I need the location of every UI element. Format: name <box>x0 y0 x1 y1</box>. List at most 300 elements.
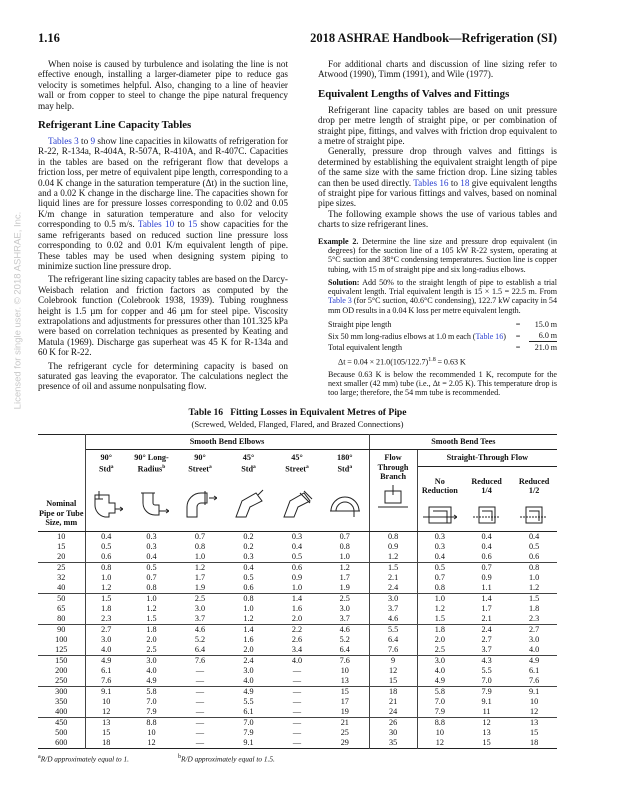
value-cell: 6.4 <box>369 635 417 645</box>
nominal-size-cell: 80 <box>38 614 85 625</box>
value-cell: 4.9 <box>434 675 445 685</box>
value-cell: 7.6 <box>369 645 417 656</box>
smooth-bend-elbows-header: Smooth Bend Elbows <box>85 435 369 450</box>
value-cell: 1.1 <box>481 582 492 592</box>
value-cell: 1.2 <box>321 562 369 573</box>
nominal-size-header: Nominal Pipe or Tube Size, mm <box>38 435 85 531</box>
column-header: 45° Std$^a$ <box>224 450 273 532</box>
return-bend-180-icon <box>328 489 362 519</box>
value-cell: 1.8 <box>101 603 112 613</box>
value-cell: 1.0 <box>101 572 112 582</box>
straight-through-flow-header: Straight-Through Flow <box>417 450 557 467</box>
link-table-16[interactable]: Table 16 <box>475 331 504 341</box>
table-row <box>38 604 557 614</box>
value-cell: 1.2 <box>434 603 445 613</box>
value-cell: 0.6 <box>273 562 321 573</box>
delta-t-equation: $\Delta t = 0.04 \times 21.0(105/122.7)^{1.8} = 0.63$ K <box>338 356 466 367</box>
table-title: Table 16 Fitting Losses in Equivalent Metres of Pipe <box>188 407 407 419</box>
column-header: 180° Std$^a$ <box>321 450 369 532</box>
value-cell: — <box>195 696 205 706</box>
elbow-90-std-icon <box>89 489 123 519</box>
table-row <box>38 552 557 563</box>
value-cell: 1.0 <box>417 593 462 604</box>
value-cell: 7.9 <box>146 706 157 716</box>
table-row <box>38 728 557 738</box>
page-number: 1.16 <box>38 31 60 45</box>
value-cell: — <box>273 717 321 728</box>
value-cell: 4.9 <box>511 655 557 666</box>
conclusion: Because 0.63 K is below the recommended 1 K, recompute for the next smaller (42 mm) tube (i.e., Δt = 2.05 K). This temperature drop is too large; therefore, the 54 mm tube is recommended. <box>328 369 557 398</box>
value-cell: 25 <box>321 728 369 738</box>
value-cell: 0.8 <box>369 531 417 542</box>
table-row <box>38 583 557 594</box>
value-cell: 0.8 <box>85 562 127 573</box>
value-cell: 10 <box>147 727 156 737</box>
value-cell: 1.7 <box>321 573 369 583</box>
tee-reduced-quarter-icon <box>470 499 504 529</box>
value-cell: 4.6 <box>176 624 224 635</box>
value-cell: 0.7 <box>434 572 445 582</box>
table-row <box>38 645 557 656</box>
value-cell: 0.9 <box>369 542 417 552</box>
nominal-size-cell: 300 <box>38 686 85 697</box>
paragraph: When noise is caused by turbulence and isolating the line is not effective enough, installing a larger-diameter pipe to reduce gas velocity is sometimes helpful. Also, changing to a line of heavier wall or from copper to steel to change the pipe natural frequency may help. <box>38 59 288 111</box>
value-cell: 3.0 <box>321 604 369 614</box>
value-cell: 1.2 <box>528 582 540 592</box>
value-cell: 10 <box>529 696 539 706</box>
value-cell: 3.0 <box>417 655 462 666</box>
value-cell: 0.3 <box>434 541 445 551</box>
tee-branch-flow-icon <box>376 485 410 515</box>
column-header: Flow Through Branch <box>369 450 417 532</box>
value-cell: 0.4 <box>291 541 303 551</box>
example-statement: Example 2. Determine the line size and pressure drop equivalent (in degrees) for the suction line of a 105 kW R-22 system, operating at 5°C suction and 38°C condensing temperatures. Suction line is copper tubing, with 15 m of straight pipe and six long-radius elbows. <box>318 236 557 274</box>
value-cell: 13 <box>511 717 557 728</box>
value-cell: 6.4 <box>321 645 369 656</box>
column-header: 90° Long- Radius$^b$ <box>127 450 176 532</box>
paragraph: The refrigerant cycle for determining capacity is based on saturated gas leaving the evaporator. The calculations neglect the presence of oil and assume nonpulsating flow. <box>38 360 288 392</box>
value-cell: 0.7 <box>462 562 511 573</box>
right-column <box>318 59 557 401</box>
value-cell: 1.8 <box>528 603 540 613</box>
table-row <box>38 676 557 687</box>
value-cell: 1.8 <box>417 624 462 635</box>
table-row <box>38 624 557 635</box>
value-cell: 0.6 <box>243 582 254 592</box>
value-cell: 2.5 <box>434 644 445 654</box>
value-cell: 29 <box>321 738 369 749</box>
value-cell: — <box>292 706 302 716</box>
nominal-size-cell: 50 <box>38 593 85 604</box>
value-cell: 0.6 <box>481 551 492 561</box>
value-cell: 10 <box>321 666 369 676</box>
value-cell: 4.0 <box>243 675 254 685</box>
table-section <box>38 407 557 763</box>
table-row <box>38 738 557 749</box>
table-row <box>38 562 557 573</box>
value-cell: 4.6 <box>369 614 417 625</box>
table-row <box>38 686 557 697</box>
value-cell: 0.5 <box>528 541 540 551</box>
value-cell: — <box>195 706 205 716</box>
value-cell: 18 <box>369 686 417 697</box>
link-tables-16[interactable]: Tables 16 <box>413 177 449 188</box>
column-header: Reduced 1/2 <box>511 466 557 531</box>
value-cell: 0.6 <box>528 551 540 561</box>
value-cell: 9.1 <box>511 686 557 697</box>
value-cell: 0.4 <box>224 562 273 573</box>
value-cell: 1.0 <box>528 572 540 582</box>
value-cell: 4.0 <box>528 644 540 654</box>
calc-row: Straight pipe length = 15.0 m <box>328 320 557 330</box>
value-cell: 0.8 <box>224 593 273 604</box>
value-cell: — <box>195 727 205 737</box>
value-cell: 5.2 <box>194 634 206 644</box>
value-cell: 2.0 <box>434 634 445 644</box>
elbow-45-street-icon <box>280 489 314 519</box>
table-row <box>38 666 557 676</box>
nominal-size-cell: 90 <box>38 624 85 635</box>
value-cell: 2.7 <box>511 624 557 635</box>
value-cell: 18 <box>102 737 111 747</box>
link-table-9[interactable]: 9 <box>90 136 96 147</box>
value-cell: 12 <box>462 717 511 728</box>
value-cell: 8.8 <box>417 717 462 728</box>
value-cell: 1.5 <box>369 562 417 573</box>
nominal-size-cell: 32 <box>38 573 85 583</box>
value-cell: 1.5 <box>85 593 127 604</box>
value-cell: 0.3 <box>146 541 157 551</box>
value-cell: 7.6 <box>528 675 540 685</box>
elbow-90-street-icon <box>183 489 217 519</box>
value-cell: 1.2 <box>146 603 157 613</box>
calc-row: Six 50 mm long-radius elbows at 1.0 m each (Table 16) = 6.0 m <box>328 330 557 341</box>
value-cell: 15 <box>369 676 417 687</box>
value-cell: 3.7 <box>481 644 492 654</box>
value-cell: 19 <box>321 707 369 718</box>
nominal-size-cell: 100 <box>38 635 85 645</box>
value-cell: 1.9 <box>321 583 369 594</box>
value-cell: 15 <box>529 727 539 737</box>
example-block <box>318 237 557 398</box>
value-cell: 1.4 <box>273 593 321 604</box>
value-cell: 0.8 <box>194 541 206 551</box>
nominal-size-cell: 25 <box>38 562 85 573</box>
value-cell: 7.6 <box>176 655 224 666</box>
value-cell: 12 <box>529 706 539 716</box>
value-cell: 6.4 <box>194 644 206 654</box>
value-cell: 3.0 <box>194 603 206 613</box>
value-cell: 0.8 <box>146 582 157 592</box>
nominal-size-cell: 400 <box>38 707 85 718</box>
fitting-losses-table <box>38 434 557 748</box>
nominal-size-cell: 15 <box>38 542 85 552</box>
value-cell: 2.5 <box>321 593 369 604</box>
value-cell: 4.3 <box>462 655 511 666</box>
value-cell: 1.2 <box>243 613 254 623</box>
value-cell: 17 <box>321 697 369 707</box>
value-cell: 18 <box>529 737 539 747</box>
value-cell: 4.6 <box>321 624 369 635</box>
column-header: No Reduction <box>417 466 462 531</box>
value-cell: 2.5 <box>146 644 157 654</box>
value-cell: 2.1 <box>481 613 492 623</box>
running-header: 2018 ASHRAE Handbook—Refrigeration (SI) <box>310 31 557 45</box>
value-cell: 2.2 <box>273 624 321 635</box>
value-cell: 11 <box>482 706 491 716</box>
value-cell: 10 <box>102 696 111 706</box>
value-cell: 0.5 <box>127 562 176 573</box>
value-cell: 0.5 <box>101 541 112 551</box>
table-row <box>38 707 557 718</box>
text-columns <box>38 59 557 401</box>
value-cell: 4.9 <box>146 675 157 685</box>
solution: Solution: Add 50% to the straight length of pipe to establish a trial equivalent length. Trial equivalent length is 15 × 1.5 = 22.5 m. From Table 3 (for 5°C suction, 40.6°C condensing), 122.7 kW capacity in 54 mm OD results in a 0.04 K loss per metre equivalent length. <box>328 277 558 315</box>
value-cell: 1.8 <box>127 624 176 635</box>
value-cell: 3.4 <box>291 644 303 654</box>
nominal-size-cell: 250 <box>38 676 85 687</box>
value-cell: 10 <box>435 727 444 737</box>
table-row <box>38 635 557 645</box>
value-cell: 0.9 <box>291 572 303 582</box>
nominal-size-cell: 65 <box>38 604 85 614</box>
table-subtitle: (Screwed, Welded, Flanged, Flared, and Brazed Connections) <box>191 419 404 430</box>
value-cell: 0.9 <box>481 572 492 582</box>
value-cell: 7.9 <box>243 727 254 737</box>
value-cell: 2.6 <box>291 634 303 644</box>
smooth-bend-tees-header: Smooth Bend Tees <box>369 435 557 450</box>
value-cell: 1.2 <box>176 562 224 573</box>
value-cell: 0.4 <box>146 551 157 561</box>
section-heading: Equivalent Lengths of Valves and Fittings <box>318 87 510 100</box>
footnote-b: $^b$R/D approximately equal to 1.5. <box>178 753 275 764</box>
value-cell: 0.8 <box>511 562 557 573</box>
value-cell: 3.0 <box>243 665 254 675</box>
nominal-size-cell: 40 <box>38 583 85 594</box>
value-cell: 9.1 <box>85 686 127 697</box>
value-cell: — <box>292 665 302 675</box>
footnote-a: $^a$R/D approximately equal to 1. <box>38 753 129 764</box>
paragraph: Tables 3 to 9 show line capacities in kilowatts of refrigeration for R-22, R-134a, R-404A, R-507A, R-410A, and R-407C. Capacities in the tables are based on the refrigerant flow that develops a friction loss, per metre of equivalent pipe length, corresponding to a 0.04 K change in the saturation temperature (Δt) in the suction line, and a 0.02 K change in the discharge line. The capacities shown for liquid lines are for pressure losses corresponding to 0.02 and 0.05 K/m change in saturation temperature and also for velocity corresponding to 0.5 m/s. Tables 10 to 15 show capacities for the same refrigerants based on reduced suction line pressure loss corresponding to 0.02 and 0.01 K/m equivalent length of pipe. These tables may be used when designing system piping to minimize suction line pressure drop. <box>38 136 288 271</box>
value-cell: 1.4 <box>224 624 273 635</box>
value-cell: 3.0 <box>101 634 112 644</box>
table-row <box>38 697 557 707</box>
value-cell: — <box>273 686 321 697</box>
value-cell: 6.1 <box>528 665 540 675</box>
value-cell: 1.2 <box>369 552 417 563</box>
value-cell: 15 <box>482 737 491 747</box>
value-cell: 7.0 <box>481 675 492 685</box>
link-tables-3[interactable]: Tables 3 <box>48 136 79 147</box>
value-cell: 12 <box>369 666 417 676</box>
nominal-size-cell: 150 <box>38 655 85 666</box>
value-cell: 13 <box>321 676 369 687</box>
value-cell: 1.5 <box>146 613 157 623</box>
paragraph: Refrigerant line capacity tables are based on unit pressure drop per metre length of straight pipe, or per combination of straight pipe, fittings, and valves with friction drop equivalent to a metre of straight pipe. <box>318 104 557 147</box>
column-header: 90° Std$^a$ <box>85 450 127 532</box>
value-cell: 1.9 <box>194 582 206 592</box>
nominal-size-cell: 350 <box>38 697 85 707</box>
value-cell: 0.8 <box>434 582 445 592</box>
value-cell: 1.0 <box>291 582 303 592</box>
value-cell: 12 <box>147 737 156 747</box>
value-cell: 9.1 <box>481 696 492 706</box>
value-cell: 5.5 <box>243 696 254 706</box>
value-cell: 8.8 <box>127 717 176 728</box>
value-cell: 6.1 <box>243 706 254 716</box>
value-cell: 0.8 <box>321 542 369 552</box>
value-cell: 2.7 <box>85 624 127 635</box>
value-cell: 7.6 <box>101 675 112 685</box>
value-cell: 2.4 <box>369 583 417 594</box>
value-cell: 3.7 <box>194 613 206 623</box>
value-cell: 3.0 <box>369 593 417 604</box>
link-table-3[interactable]: Table 3 <box>328 296 352 306</box>
value-cell: 4.0 <box>434 665 445 675</box>
tee-straight-no-reduction-icon <box>423 499 457 529</box>
value-cell: 2.4 <box>462 624 511 635</box>
value-cell: 9 <box>369 655 417 666</box>
value-cell: 1.0 <box>243 603 254 613</box>
value-cell: 0.3 <box>434 531 445 541</box>
nominal-size-cell: 600 <box>38 738 85 749</box>
nominal-size-cell: 10 <box>38 531 85 542</box>
value-cell: 5.5 <box>481 665 492 675</box>
value-cell: 7.0 <box>224 717 273 728</box>
value-cell: 2.3 <box>528 613 540 623</box>
column-header: 90° Street$^a$ <box>176 450 224 532</box>
value-cell: — <box>292 737 302 747</box>
value-cell: 0.5 <box>417 562 462 573</box>
value-cell: — <box>176 717 224 728</box>
value-cell: 15 <box>102 727 111 737</box>
value-cell: 0.3 <box>243 551 254 561</box>
link-tables-10[interactable]: Tables 10 <box>137 219 175 230</box>
value-cell: 9.1 <box>243 737 254 747</box>
value-cell: 0.2 <box>243 541 254 551</box>
value-cell: 5.8 <box>417 686 462 697</box>
left-column <box>38 59 288 395</box>
value-cell: 4.9 <box>85 655 127 666</box>
value-cell: 4.0 <box>101 644 112 654</box>
table-row <box>38 655 557 666</box>
table-row <box>38 573 557 583</box>
elbow-45-std-icon <box>232 489 266 519</box>
license-watermark: Licensed for single user. © 2018 ASHRAE, Inc. <box>12 211 24 410</box>
value-cell: — <box>292 727 302 737</box>
value-cell: 12 <box>435 737 444 747</box>
table-row <box>38 593 557 604</box>
value-cell: 2.0 <box>243 644 254 654</box>
value-cell: 13 <box>85 717 127 728</box>
value-cell: 1.4 <box>462 593 511 604</box>
calc-row: Total equivalent length = 21.0 m <box>328 343 557 353</box>
tee-reduced-half-icon <box>517 499 551 529</box>
value-cell: 0.7 <box>146 572 157 582</box>
value-cell: 5.8 <box>127 686 176 697</box>
value-cell: 21 <box>369 697 417 707</box>
value-cell: 1.5 <box>434 613 445 623</box>
value-cell: 3.0 <box>528 634 540 644</box>
value-cell: 4.0 <box>273 655 321 666</box>
value-cell: 7.0 <box>146 696 157 706</box>
value-cell: 4.0 <box>146 665 157 675</box>
value-cell: 2.4 <box>224 655 273 666</box>
page-content <box>38 59 557 764</box>
value-cell: 1.2 <box>101 582 112 592</box>
value-cell: — <box>292 696 302 706</box>
value-cell: 1.5 <box>511 593 557 604</box>
value-cell: 0.4 <box>481 541 492 551</box>
section-heading: Refrigerant Line Capacity Tables <box>38 119 192 132</box>
value-cell: 5.5 <box>369 624 417 635</box>
nominal-size-cell: 200 <box>38 666 85 676</box>
value-cell: 26 <box>369 717 417 728</box>
value-cell: 0.4 <box>434 551 445 561</box>
elbow-90-long-radius-icon <box>135 489 169 519</box>
nominal-size-cell: 450 <box>38 717 85 728</box>
link-table-18[interactable]: 18 <box>460 177 470 188</box>
value-cell: 0.6 <box>101 551 112 561</box>
column-header: Reduced 1/4 <box>462 466 511 531</box>
value-cell: 1.0 <box>321 552 369 563</box>
value-cell: 0.3 <box>291 531 303 541</box>
paragraph: The following example shows the use of various tables and charts to size refrigerant lines. <box>318 208 557 230</box>
value-cell: 0.7 <box>194 531 206 541</box>
value-cell: 2.1 <box>369 573 417 583</box>
column-header: 45° Street$^a$ <box>273 450 321 532</box>
nominal-size-cell: 500 <box>38 728 85 738</box>
value-cell: 1.0 <box>127 593 176 604</box>
value-cell: 7.9 <box>462 686 511 697</box>
footnotes <box>38 752 557 764</box>
value-cell: 1.7 <box>481 603 492 613</box>
value-cell: 2.7 <box>481 634 492 644</box>
value-cell: 1.7 <box>194 572 206 582</box>
value-cell: — <box>195 675 205 685</box>
value-cell: 2.3 <box>101 613 112 623</box>
value-cell: 1.0 <box>194 551 206 561</box>
value-cell: 2.0 <box>146 634 157 644</box>
nominal-size-cell: 20 <box>38 552 85 563</box>
value-cell: — <box>176 686 224 697</box>
value-cell: 24 <box>369 707 417 718</box>
paragraph: Generally, pressure drop through valves and fittings is determined by establishing the equivalent straight length of pipe of the same size with the same friction drop. Line sizing tables can then be used directly. Tables 16 to 18 give equivalent lengths of straight pipe for various fittings and valves, based on nominal pipe sizes. <box>318 146 557 209</box>
value-cell: 3.7 <box>321 614 369 625</box>
calculation <box>318 319 557 367</box>
link-table-15[interactable]: 15 <box>188 219 198 230</box>
value-cell: 6.1 <box>101 665 112 675</box>
table-row <box>38 614 557 625</box>
table-row <box>38 531 557 542</box>
value-cell: 0.2 <box>243 531 254 541</box>
value-cell: 1.6 <box>243 634 254 644</box>
value-cell: 30 <box>369 728 417 738</box>
paragraph: The refrigerant line sizing capacity tables are based on the Darcy-Weisbach relation and friction factors as computed by the Colebrook function (Colebrook 1938, 1939). Tubing roughness height is 1.5 µm for copper and 46 µm for steel pipe. Viscosity extrapolations and adjustments for pressures other than 101.325 kPa were based on correlation techniques as presented by Keating and Matula (1969). Discharge gas superheat was 45 K for R-134a and 60 K for R-22. <box>38 274 288 358</box>
value-cell: 13 <box>482 727 491 737</box>
value-cell: 4.9 <box>224 686 273 697</box>
value-cell: 7.0 <box>434 696 445 706</box>
value-cell: — <box>195 737 205 747</box>
value-cell: 0.5 <box>291 551 303 561</box>
value-cell: — <box>292 675 302 685</box>
value-cell: 0.7 <box>321 531 369 542</box>
nominal-size-cell: 125 <box>38 645 85 656</box>
value-cell: 0.4 <box>528 531 540 541</box>
value-cell: 12 <box>102 706 111 716</box>
value-cell: 2.5 <box>176 593 224 604</box>
value-cell: 15 <box>321 686 369 697</box>
